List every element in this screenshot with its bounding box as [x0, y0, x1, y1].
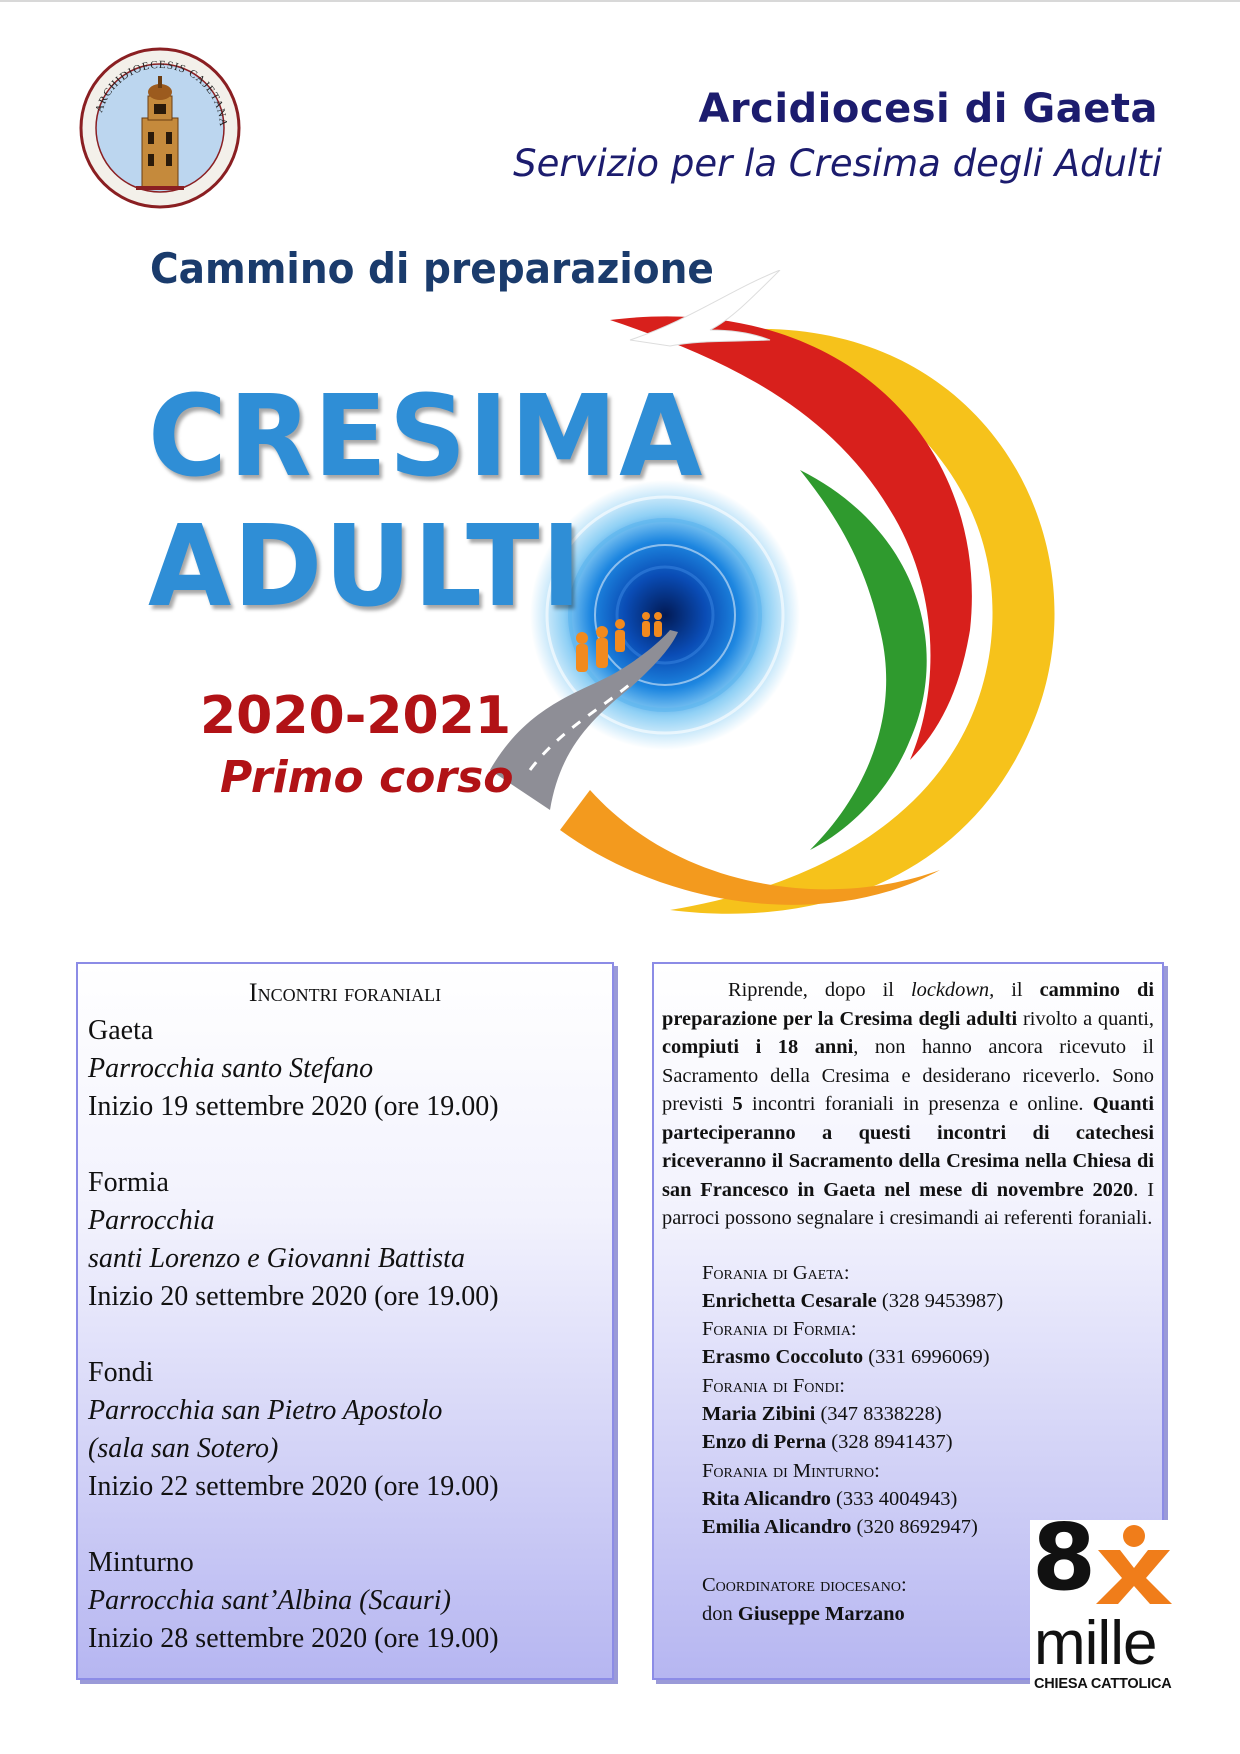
coordinator-label: Coordinatore diocesano:: [702, 1574, 907, 1597]
ottoxmille-x-icon: [1090, 1524, 1178, 1604]
referent-line: Emilia Alicandro (320 8692947): [702, 1516, 978, 1539]
seal-text: ARCHIDIOECESIS CAJETANA: [93, 58, 230, 128]
location-parish: Parrocchia sant’Albina (Scauri): [88, 1585, 451, 1616]
location-parish: (sala san Sotero): [88, 1433, 279, 1464]
info-paragraph: Riprende, dopo il lockdown, il cammino di preparazione per la Cresima degli adulti rivolto a quanti, compiuti i 18 anni, non hanno ancora ricevuto il Sacramento della Cresima e desiderano riceverlo. Sono previsti 5 incontri foraniali in presenza e online. Quanti parteciperanno a questi incontri di catechesi riceveranno il Sacramento della Cresima nella Chiesa di san Francesco in Gaeta nel mese di novembre 2020. I parroci possono segnalare i cresimandi ai referenti foraniali.: [662, 979, 1154, 1229]
referents-list: [702, 1259, 1154, 1542]
ottoxmille-mille: mille: [1034, 1609, 1157, 1678]
course-label: Primo corso: [220, 752, 514, 803]
location-parish: Parrocchia san Pietro Apostolo: [88, 1395, 443, 1426]
location-start: Inizio 22 settembre 2020 (ore 19.00): [88, 1471, 499, 1502]
ottoxmille-eight: 8: [1032, 1504, 1097, 1611]
coordinator-line: don Giuseppe Marzano: [702, 1602, 905, 1625]
archdiocese-seal-icon: [78, 46, 242, 210]
location-city: Gaeta: [88, 1015, 154, 1046]
cresima-title: CRESIMA: [148, 372, 705, 502]
cammino-heading: Cammino di preparazione: [150, 244, 714, 293]
location-minturno: [88, 1544, 602, 1658]
forania-label: Forania di Minturno:: [702, 1459, 880, 1482]
referent-line: Maria Zibini (347 8338228): [702, 1402, 942, 1425]
incontri-box: [76, 962, 614, 1680]
location-city: Fondi: [88, 1357, 154, 1388]
forania-label: Forania di Formia:: [702, 1318, 857, 1341]
incontri-title: Incontri foraniali: [248, 978, 442, 1007]
ottoxmille-chiesa: CHIESA CATTOLICA: [1034, 1676, 1172, 1692]
location-formia: [88, 1164, 602, 1316]
header-title: Arcidiocesi di Gaeta: [698, 86, 1158, 132]
location-parish: santi Lorenzo e Giovanni Battista: [88, 1243, 465, 1274]
referent-line: Rita Alicandro (333 4004943): [702, 1487, 958, 1510]
referent-line: Enrichetta Cesarale (328 9453987): [702, 1289, 1004, 1312]
forania-label: Forania di Gaeta:: [702, 1261, 850, 1284]
location-start: Inizio 19 settembre 2020 (ore 19.00): [88, 1091, 499, 1122]
location-parish: Parrocchia: [88, 1205, 215, 1236]
location-parish: Parrocchia santo Stefano: [88, 1053, 374, 1084]
location-city: Minturno: [88, 1547, 194, 1578]
location-start: Inizio 28 settembre 2020 (ore 19.00): [88, 1623, 499, 1654]
location-city: Formia: [88, 1167, 169, 1198]
adulti-title: ADULTI: [148, 502, 584, 632]
location-gaeta: [88, 1012, 602, 1126]
ottoxmille-logo: [1030, 1504, 1182, 1694]
header-subtitle: Servizio per la Cresima degli Adulti: [513, 142, 1162, 185]
location-fondi: [88, 1354, 602, 1506]
top-rule: [0, 0, 1240, 2]
referent-line: Erasmo Coccoluto (331 6996069): [702, 1346, 990, 1369]
years-label: 2020-2021: [200, 686, 512, 746]
location-start: Inizio 20 settembre 2020 (ore 19.00): [88, 1281, 499, 1312]
forania-label: Forania di Fondi:: [702, 1374, 845, 1397]
referent-line: Enzo di Perna (328 8941437): [702, 1431, 953, 1454]
